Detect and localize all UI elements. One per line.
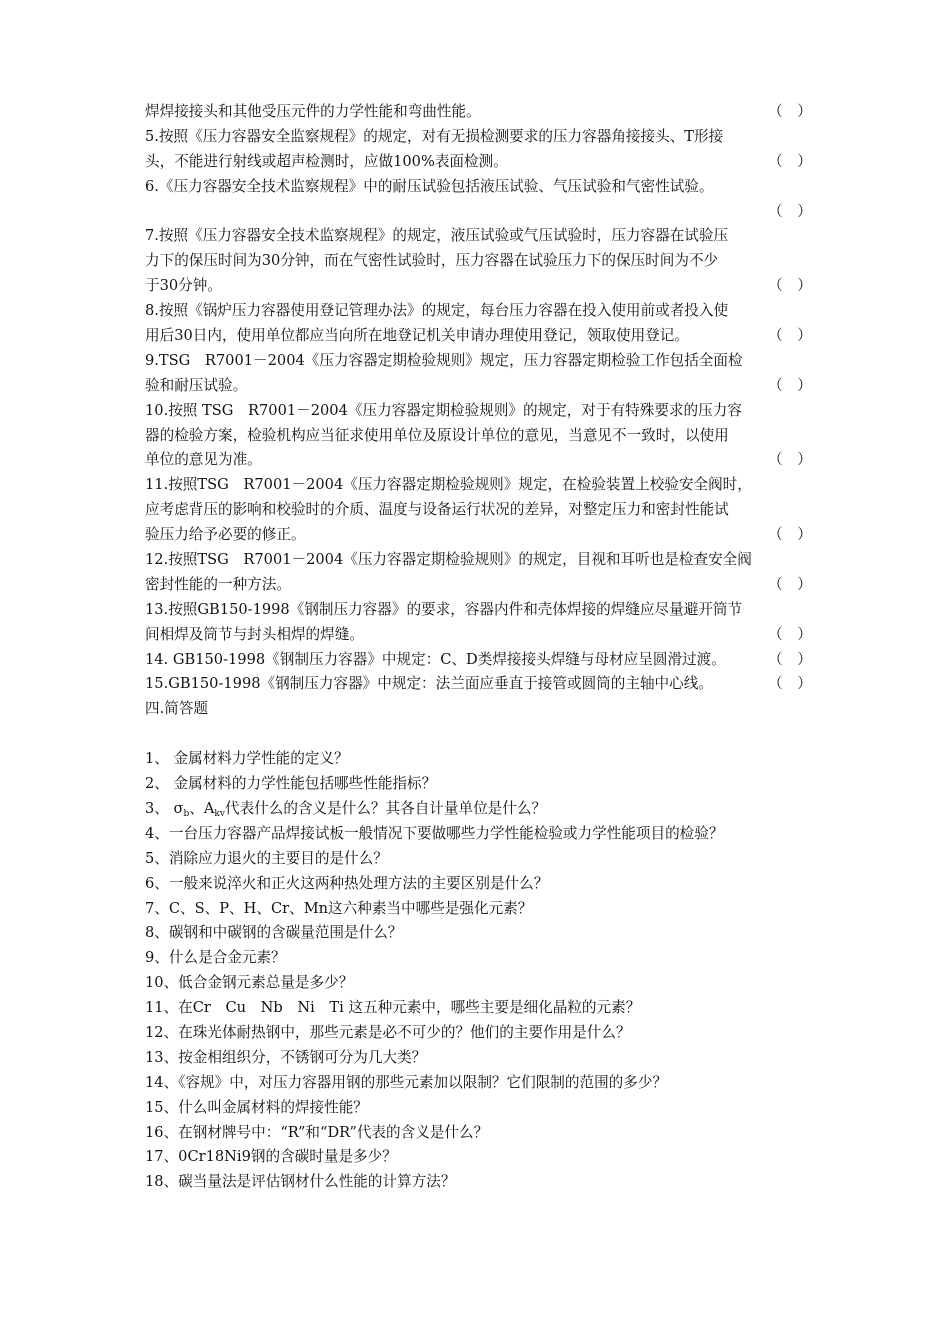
tf-line [145,200,810,225]
question-item: 6、一般来说淬火和正火这两种热处理方法的主要区别是什么？ [145,874,549,892]
answer-blank: （ ） [768,625,812,643]
tf-line [145,548,810,573]
tf-line [145,672,810,697]
tf-line-text: 5.按照《压力容器安全监察规程》的规定，对有无损检测要求的压力容器角接接头、T形接 [145,127,724,145]
tf-line-text: 12.按照TSG R7001－2004《压力容器定期检验规则》的规定，目视和耳听也是检查安全阀 [145,551,752,569]
tf-item [145,598,810,648]
tf-line-text: 头，不能进行射线或超声检测时，应做100%表面检测。 [145,152,508,170]
tf-item [145,349,810,399]
question-item: 1、 金属材料力学性能的定义？ [145,750,349,768]
tf-line [145,274,810,299]
question-item: 16、在钢材牌号中：“R”和“DR”代表的含义是什么？ [145,1123,489,1141]
answer-blank: （ ） [768,202,812,220]
answer-blank: （ ） [768,451,812,469]
tf-line [145,498,810,523]
tf-line [145,299,810,324]
tf-line-text: 焊焊接接头和其他受压元件的力学性能和弯曲性能。 [145,103,481,120]
blank-line [145,722,810,747]
tf-line-text: 单位的意见为准。 [145,451,262,469]
tf-line [145,424,810,449]
true-false-questions [145,100,810,697]
tf-item [145,224,810,299]
tf-item [145,175,810,225]
short-answer-questions [145,747,810,1195]
tf-line-text: 8.按照《锅炉压力容器使用登记管理办法》的规定，每台压力容器在投入使用前或者投入使 [145,302,729,320]
tf-item [145,648,810,673]
answer-blank: （ ） [768,152,812,170]
tf-line-text: 间相焊及筒节与封头相焊的焊缝。 [145,625,364,643]
separator: 、 [189,799,204,817]
answer-blank: （ ） [768,575,812,593]
tf-item [145,299,810,349]
tf-line [145,648,810,673]
tf-line-text: 器的检验方案，检验机构应当征求使用单位及原设计单位的意见，当意见不一致时，以使用 [145,426,729,444]
tf-item [145,473,810,548]
question-item: 8、碳钢和中碳钢的含碳量范围是什么？ [145,924,403,942]
question-item: 4、一台压力容器产品焊接试板一般情况下要做哪些力学性能检验或力学性能项目的检验？ [145,824,724,842]
tf-line [145,399,810,424]
question-item: 14、《容规》中，对压力容器用钢的那些元素加以限制？它们限制的范围的多少？ [145,1073,668,1091]
answer-blank: （ ） [768,650,812,668]
tf-line [145,100,810,125]
document-page [145,100,810,1195]
tf-line-text: 14. GB150-1998《钢制压力容器》中规定：C、D类焊接接头焊缝与母材应呈圆滑过渡。 [145,650,726,668]
tf-line [145,224,810,249]
question-text: 代表什么的含义是什么？其各自计量单位是什么？ [224,799,547,817]
tf-line [145,175,810,200]
tf-line-text: 9.TSG R7001－2004《压力容器定期检验规则》规定，压力容器定期检验工作包括全面检 [145,351,743,369]
tf-line-text: 15.GB150-1998《钢制压力容器》中规定：法兰面应垂直于接管或圆筒的主轴中心线。 [145,675,713,693]
tf-line [145,473,810,498]
tf-line [145,349,810,374]
a-symbol: A [203,799,215,817]
tf-line-text: 于30分钟。 [145,277,222,295]
tf-line [145,573,810,598]
question-item: 18、碳当量法是评估钢材什么性能的计算方法？ [145,1173,456,1191]
section-title: 四.简答题 [145,700,209,718]
tf-line [145,448,810,473]
tf-line [145,324,810,349]
tf-line [145,623,810,648]
a-subscript: kv [214,808,225,819]
question-item: 12、在珠光体耐热钢中，那些元素是必不可少的？他们的主要作用是什么？ [145,1023,631,1041]
tf-line [145,150,810,175]
sigma-subscript: b [183,808,190,819]
tf-line-text: 7.按照《压力容器安全技术监察规程》的规定，液压试验或气压试验时，压力容器在试验压 [145,227,729,245]
tf-item [145,399,810,474]
tf-line [145,374,810,399]
answer-blank: （ ） [768,103,812,120]
answer-blank: （ ） [768,327,812,345]
tf-line-text: 6.《压力容器安全技术监察规程》中的耐压试验包括液压试验、气压试验和气密性试验。 [145,177,714,195]
answer-blank: （ ） [768,277,812,295]
sigma-symbol: σ [173,799,184,817]
question-item: 15、什么叫金属材料的焊接性能？ [145,1098,368,1116]
question-item [145,797,810,822]
tf-line-text: 密封性能的一种方法。 [145,575,291,593]
question-item: 7、C、S、P、H、Cr、Mn这六种素当中哪些是强化元素？ [145,899,533,917]
tf-line-text: 验和耐压试验。 [145,376,248,394]
answer-blank: （ ） [768,526,812,544]
tf-line-text: 13.按照GB150-1998《钢制压力容器》的要求，容器内件和壳体焊接的焊缝应尽量避开筒节 [145,600,743,618]
tf-line [145,523,810,548]
question-item: 13、按金相组织分，不锈钢可分为几大类？ [145,1048,427,1066]
tf-line [145,249,810,274]
tf-line [145,598,810,623]
tf-line-text: 验压力给予必要的修正。 [145,526,306,544]
question-item: 10、低合金钢元素总量是多少？ [145,974,354,992]
tf-line-text: 应考虑背压的影响和校验时的介质、温度与设备运行状况的差异，对整定压力和密封性能试 [145,501,729,519]
tf-line-text: 11.按照TSG R7001－2004《压力容器定期检验规则》规定，在检验装置上校验安全阀时， [145,476,752,494]
question-item: 9、什么是合金元素？ [145,949,286,967]
tf-line-text: 力下的保压时间为30分钟，而在气密性试验时，压力容器在试验压力下的保压时间为不少 [145,252,719,270]
tf-line [145,125,810,150]
question-number: 3、 [145,799,169,817]
tf-item [145,125,810,175]
question-item: 5、消除应力退火的主要目的是什么？ [145,849,388,867]
tf-item [145,100,810,125]
tf-line-text: 10.按照 TSG R7001－2004《压力容器定期检验规则》的规定，对于有特殊要求的压力容 [145,401,742,419]
question-item: 11、在Cr Cu Nb Ni Ti 这五种元素中，哪些主要是细化晶粒的元素？ [145,999,641,1017]
tf-item [145,672,810,697]
question-item: 2、 金属材料的力学性能包括哪些性能指标？ [145,775,437,793]
tf-item [145,548,810,598]
tf-line-text: 用后30日内，使用单位都应当向所在地登记机关申请办理使用登记，领取使用登记。 [145,327,689,345]
answer-blank: （ ） [768,376,812,394]
question-item: 17、0Cr18Ni9钢的含碳时量是多少？ [145,1148,397,1166]
answer-blank: （ ） [768,675,812,693]
